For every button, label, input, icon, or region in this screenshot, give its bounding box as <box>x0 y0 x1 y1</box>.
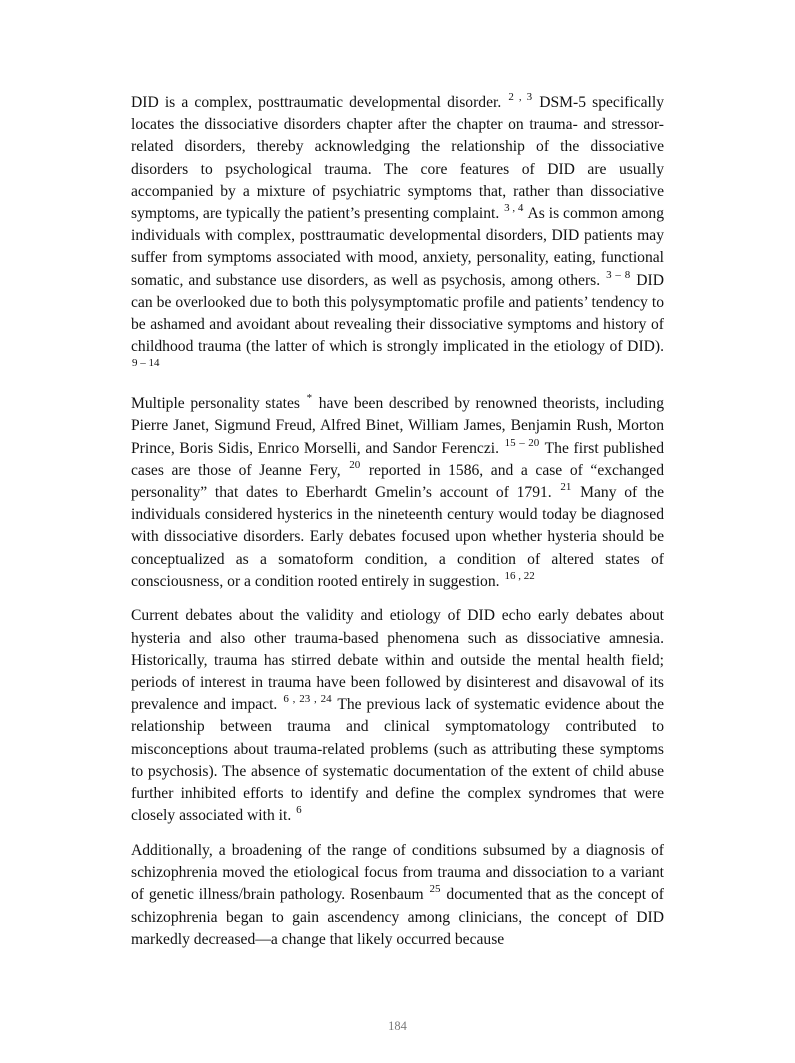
citation-superscript: 3 – 8 <box>606 268 631 281</box>
text-run: The first published cases are those of Jeanne Fery, <box>131 439 664 479</box>
text-run: have been described by renowned theorists, including Pierre Janet, Sigmund Freud, Alfred Binet, William James, Benjamin Rush, Morton Prince, Boris Sidis, Enrico Morselli, and Sandor Ferenczi. <box>131 395 664 457</box>
citation-superscript: 3 , 4 <box>504 202 524 215</box>
citation-superscript: 15 – 20 <box>504 436 540 449</box>
text-run: Current debates about the validity and etiology of DID echo early debates about hysteria and also other trauma-based phenomena such as dissociative amnesia. Historically, trauma has stirred debate within and outside the mental health field; periods of interest in trauma have been followed by disinterest and disavowal of its prevalence and impact. <box>131 607 664 714</box>
text-run: As is common among individuals with complex, posttraumatic developmental disorders, DID patients may suffer from symptoms associated with mood, anxiety, personality, eating, functional somatic, and substance use disorders, as well as psychosis, among others. <box>131 205 664 289</box>
text-run: Many of the individuals considered hysterics in the nineteenth century would today be diagnosed with dissociative disorders. Early debates focused upon whether hysteria should be conceptualized as a somatoform condition, a condition of altered states of consciousness, or a condition rooted entirely in suggestion. <box>131 483 664 590</box>
paragraph-current-debates <box>131 605 664 827</box>
paragraph-did-overview <box>131 92 664 381</box>
citation-superscript: 6 , 23 , 24 <box>283 693 332 706</box>
text-run: DSM-5 specifically locates the dissociative disorders chapter after the chapter on trauma- and stressor-related disorders, thereby acknowledging the relationship of the dissociative disorders to psychological trauma. The core features of DID are usually accompanied by a mixture of psychiatric symptoms that, rather than dissociative symptoms, are typically the patient’s presenting complaint. <box>131 94 664 223</box>
citation-superscript: 2 , 3 <box>508 91 533 103</box>
text-run: DID can be overlooked due to both this polysymptomatic profile and patients’ tendency to be ashamed and avoidant about revealing their dissociative symptoms and history of childhood trauma (the latter of which is strongly implicated in the etiology of DID). <box>131 271 664 356</box>
citation-superscript: 9 – 14 <box>132 357 160 370</box>
text-run: DID is a complex, posttraumatic developmental disorder. <box>131 94 508 111</box>
citation-superscript: 20 <box>349 458 361 471</box>
footnote-marker: * <box>306 392 313 405</box>
citation-superscript: 21 <box>560 480 572 493</box>
text-run: documented that as the concept of schizophrenia began to gain ascendency among clinicians, the concept of DID markedly decreased—a change that likely occurred because <box>131 886 664 948</box>
citation-superscript: 25 <box>429 883 441 896</box>
paragraph-schizophrenia <box>131 840 664 951</box>
text-run: The previous lack of systematic evidence about the relationship between trauma and clinical symptomatology contributed to misconceptions about trauma-related problems (such as attributing these symptoms to psychosis). The absence of systematic documentation of the extent of child abuse further inhibited efforts to identify and define the complex syndromes that were closely associated with it. <box>131 696 664 825</box>
page-number: 184 <box>388 1019 407 1033</box>
text-run: Multiple personality states <box>131 395 306 413</box>
paragraph-history <box>131 393 664 593</box>
text-run: Additionally, a broadening of the range of conditions subsumed by a diagnosis of schizophrenia moved the etiological focus from trauma and dissociation to a variant of genetic illness/brain pathology. Rosenbaum <box>131 842 664 904</box>
body-text <box>131 92 664 964</box>
citation-superscript: 16 , 22 <box>504 569 535 582</box>
citation-superscript: 6 <box>296 804 302 817</box>
text-run: reported in 1586, and a case of “exchanged personality” that dates to Eberhardt Gmelin’s account of 1791. <box>131 461 664 501</box>
